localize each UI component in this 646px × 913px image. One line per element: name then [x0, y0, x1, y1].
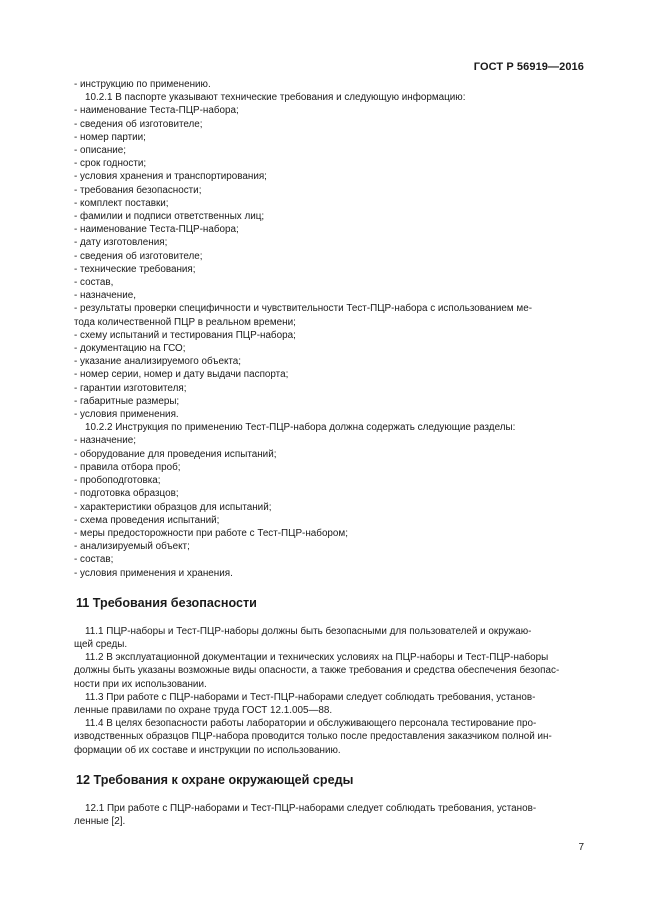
page-number: 7 — [578, 842, 584, 853]
list-item: - правила отбора проб; — [74, 461, 181, 473]
list-item: - пробоподготовка; — [74, 475, 161, 487]
list-item: - наименование Теста-ПЦР-набора; — [74, 105, 239, 117]
list-item: - состав; — [74, 554, 114, 566]
list-item: - наименование Теста-ПЦР-набора; — [74, 224, 239, 236]
paragraph-10-2-2: 10.2.2 Инструкция по применению Тест-ПЦР-набора должна содержать следующие разделы: — [85, 422, 516, 434]
list-item: - фамилии и подписи ответственных лиц; — [74, 211, 265, 223]
list-item: - гарантии изготовителя; — [74, 382, 187, 394]
list-item: - срок годности; — [74, 158, 147, 170]
paragraph-line: 11.2 В эксплуатационной документации и технических условиях на ПЦР-наборы и Тест-ПЦР-наборы — [85, 652, 549, 664]
list-item: - требования безопасности; — [74, 184, 202, 196]
list-item: - комплект поставки; — [74, 197, 169, 209]
list-item: - указание анализируемого объекта; — [74, 356, 242, 368]
document-code: ГОСТ Р 56919—2016 — [473, 61, 584, 73]
section-heading-12: 12 Требования к охране окружающей среды — [76, 772, 354, 787]
paragraph-line: 11.1 ПЦР-наборы и Тест-ПЦР-наборы должны быть безопасными для пользователей и окружаю- — [85, 625, 532, 637]
list-item: - сведения об изготовителе; — [74, 118, 203, 130]
list-item: - оборудование для проведения испытаний; — [74, 448, 277, 460]
paragraph-line: формации об их составе и инструкции по использованию. — [74, 744, 341, 756]
list-item: - меры предосторожности при работе с Тест-ПЦР-набором; — [74, 527, 348, 539]
paragraph-line: изводственных образцов ПЦР-набора проводится только после предоставления заказчиком полной ин- — [74, 731, 552, 743]
paragraph-line: щей среды. — [74, 638, 128, 650]
list-item: - состав, — [74, 277, 114, 289]
paragraph-line: 11.4 В целях безопасности работы лаборатории и обслуживающего персонала тестирование про- — [85, 718, 537, 730]
list-item: - документацию на ГСО; — [74, 343, 186, 355]
list-item: - описание; — [74, 145, 127, 157]
list-item: - характеристики образцов для испытаний; — [74, 501, 272, 513]
list-item: - условия применения и хранения. — [74, 567, 233, 579]
list-item: - номер партии; — [74, 131, 146, 143]
list-item: - анализируемый объект; — [74, 541, 190, 553]
list-item: - номер серии, номер и дату выдачи паспорта; — [74, 369, 289, 381]
document-body — [74, 78, 584, 828]
list-item: - назначение; — [74, 435, 136, 447]
paragraph-line: 12.1 При работе с ПЦР-наборами и Тест-ПЦР-наборами следует соблюдать требования, установ- — [85, 802, 537, 814]
paragraph-line: ленные [2]. — [74, 815, 126, 827]
section-heading-11: 11 Требования безопасности — [76, 595, 257, 610]
paragraph-line: должны быть указаны возможные виды опасности, а также требования и средства обеспечения безопас- — [74, 665, 560, 677]
list-item: - подготовка образцов; — [74, 488, 179, 500]
list-item: - технические требования; — [74, 263, 196, 275]
list-item: - назначение, — [74, 290, 136, 302]
list-item: - инструкцию по применению. — [74, 79, 211, 90]
list-item: - результаты проверки специфичности и чувствительности Тест-ПЦР-набора с использованием ме- — [74, 303, 532, 315]
list-item: - условия применения. — [74, 409, 179, 421]
paragraph-10-2-1: 10.2.1 В паспорте указывают технические требования и следующую информацию: — [85, 92, 466, 104]
list-item-continuation: тода количественной ПЦР в реальном времени; — [74, 316, 296, 328]
paragraph-line: 11.3 При работе с ПЦР-наборами и Тест-ПЦР-наборами следует соблюдать требования, установ- — [85, 691, 536, 703]
list-item: - дату изготовления; — [74, 237, 168, 249]
list-item: - схему испытаний и тестирования ПЦР-набора; — [74, 329, 296, 341]
paragraph-line: ленные правилами по охране труда ГОСТ 12.1.005—88. — [74, 704, 333, 716]
list-item: - схема проведения испытаний; — [74, 514, 220, 526]
list-item: - условия хранения и транспортирования; — [74, 171, 267, 183]
list-item: - габаритные размеры; — [74, 395, 180, 407]
list-item: - сведения об изготовителе; — [74, 250, 203, 262]
paragraph-line: ности при их использовании. — [74, 678, 207, 690]
